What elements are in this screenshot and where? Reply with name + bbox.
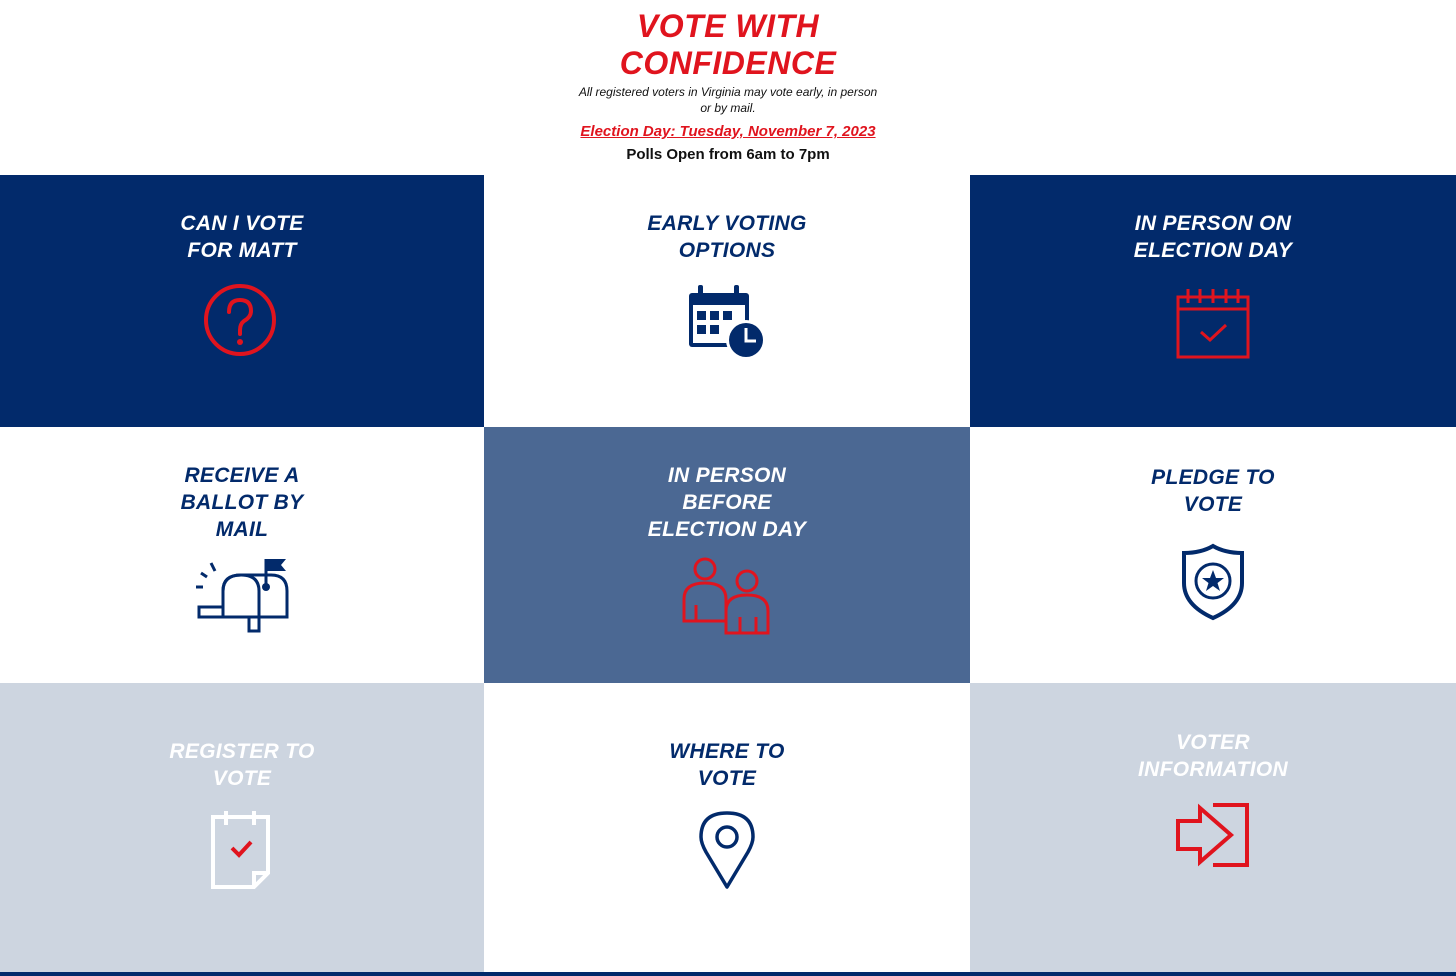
tile-where-to-vote[interactable] (484, 683, 970, 972)
tile-label: CAN I VOTE FOR MATT (180, 212, 304, 262)
page-subtitle: All registered voters in Virginia may vote early, in person or by mail. (578, 85, 878, 115)
tile-label: REGISTER TO VOTE (169, 740, 315, 790)
page-title: VOTE WITH CONFIDENCE (619, 8, 837, 81)
page-header (0, 0, 1456, 175)
location-pin-icon (699, 810, 755, 890)
election-day-link[interactable]: Election Day: Tuesday, November 7, 2023 (580, 123, 876, 140)
tile-label: WHERE TO VOTE (669, 740, 785, 790)
tile-register-to-vote[interactable] (0, 683, 484, 972)
question-circle-icon (202, 284, 278, 360)
tile-in-person-before-election-day[interactable] (484, 427, 970, 683)
mailbox-icon (193, 555, 291, 635)
tile-label: RECEIVE A BALLOT BY MAIL (180, 464, 304, 541)
tile-label: PLEDGE TO VOTE (1151, 466, 1275, 516)
shield-star-icon (1180, 543, 1246, 621)
tile-in-person-election-day[interactable] (970, 175, 1456, 427)
tile-early-voting-options[interactable] (484, 175, 970, 427)
tile-pledge-to-vote[interactable] (970, 427, 1456, 683)
tile-voter-information[interactable] (970, 683, 1456, 972)
sign-in-arrow-icon (1175, 803, 1251, 867)
people-icon (682, 557, 772, 635)
calendar-check-icon (1176, 287, 1250, 359)
tile-label: EARLY VOTING OPTIONS (647, 212, 807, 262)
tile-label: IN PERSON BEFORE ELECTION DAY (647, 464, 807, 541)
clipboard-check-icon (208, 809, 274, 891)
calendar-clock-icon (685, 283, 769, 363)
tile-label: VOTER INFORMATION (1138, 731, 1288, 781)
tile-label: IN PERSON ON ELECTION DAY (1133, 212, 1293, 262)
tile-can-i-vote[interactable] (0, 175, 484, 427)
tile-receive-ballot-by-mail[interactable] (0, 427, 484, 683)
bottom-border (0, 972, 1456, 976)
polls-hours: Polls Open from 6am to 7pm (626, 146, 830, 163)
